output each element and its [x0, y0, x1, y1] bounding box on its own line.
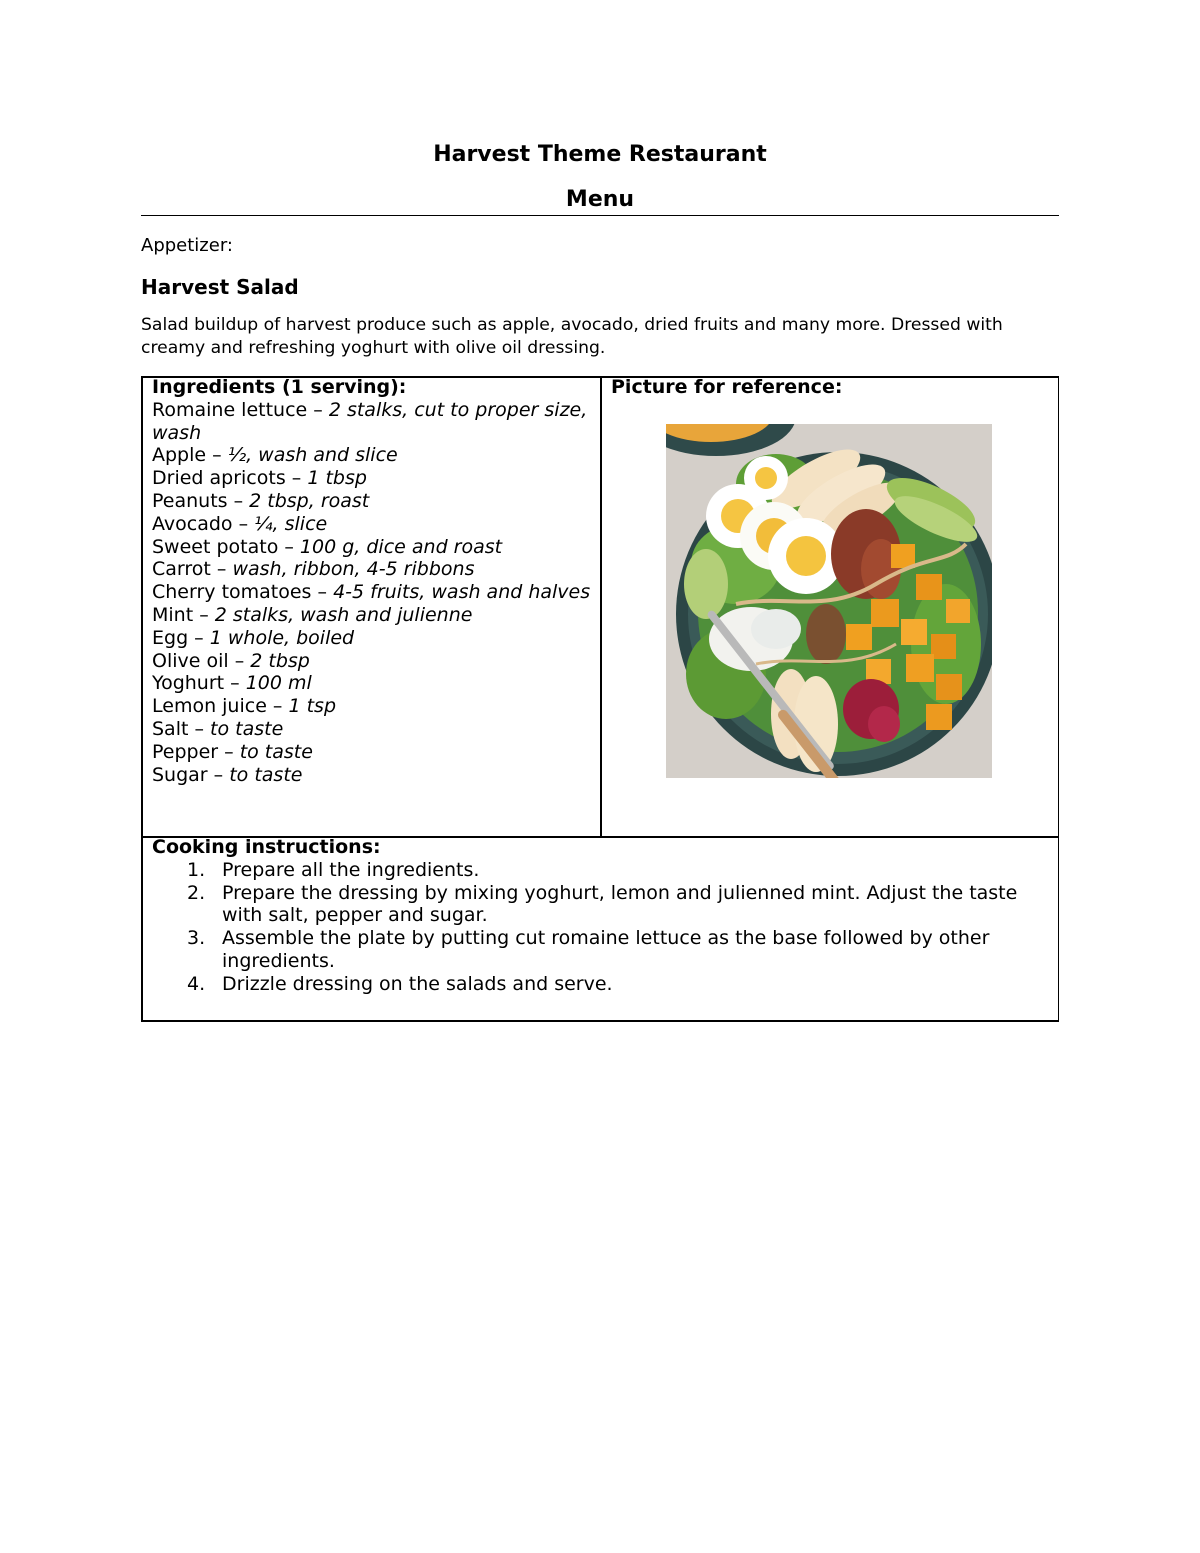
ingredient-separator: – — [228, 649, 251, 672]
ingredient-separator: – — [210, 558, 233, 581]
ingredient-item — [152, 558, 592, 581]
ingredient-quantity: 1 tsp — [288, 695, 337, 718]
step-number: 3. — [187, 927, 206, 950]
ingredient-name: Egg — [152, 626, 189, 649]
ingredient-quantity: ¼, slice — [254, 512, 328, 535]
step-number: 4. — [187, 972, 206, 995]
ingredient-quantity: ½, wash and slice — [227, 444, 398, 467]
step-text: Prepare the dressing by mixing yoghurt, lemon and julienned mint. Adjust the taste with salt, pepper and sugar. — [222, 881, 1018, 927]
ingredient-item — [152, 399, 592, 445]
ingredient-name: Salt — [152, 717, 189, 740]
ingredients-cell — [152, 376, 592, 786]
ingredient-quantity: to taste — [210, 717, 284, 740]
cooking-step — [152, 973, 1052, 996]
ingredient-item — [152, 764, 592, 787]
step-text: Prepare all the ingredients. — [222, 858, 480, 881]
cooking-step — [152, 882, 1052, 928]
ingredient-separator: – — [232, 512, 255, 535]
ingredient-quantity: 2 tbsp — [250, 649, 310, 672]
salad-photo — [666, 424, 992, 778]
ingredient-quantity: 4-5 fruits, wash and halves — [333, 581, 591, 604]
ingredient-separator: – — [218, 740, 240, 763]
ingredient-quantity: to taste — [239, 740, 313, 763]
ingredient-name: Sugar — [152, 763, 208, 786]
ingredient-separator: – — [266, 695, 289, 718]
ingredient-separator: – — [227, 489, 250, 512]
dish-description: Salad buildup of harvest produce such as apple, avocado, dried fruits and many more. Dressed with creamy and refreshing yoghurt with olive oil dressing. — [141, 315, 1003, 358]
picture-cell — [611, 376, 1051, 399]
ingredient-name: Carrot — [152, 558, 211, 581]
ingredient-item — [152, 695, 592, 718]
cooking-steps-list — [152, 859, 1052, 996]
ingredient-item — [152, 741, 592, 764]
step-text: Assemble the plate by putting cut romaine lettuce as the base followed by other ingredients. — [222, 927, 990, 972]
ingredient-item — [152, 444, 592, 467]
ingredient-name: Lemon juice — [152, 695, 267, 718]
ingredient-item — [152, 490, 592, 513]
title-divider — [141, 215, 1059, 216]
ingredient-name: Peanuts — [152, 489, 228, 512]
table-column-divider — [600, 376, 602, 837]
cooking-heading: Cooking instructions: — [152, 836, 381, 858]
ingredient-name: Avocado — [152, 512, 233, 535]
ingredient-separator: – — [193, 603, 215, 626]
ingredient-separator: – — [278, 535, 300, 558]
ingredient-separator: – — [285, 467, 308, 490]
ingredient-quantity: to taste — [229, 763, 303, 786]
cooking-step — [152, 859, 1052, 882]
ingredient-quantity: 1 whole, boiled — [209, 626, 355, 649]
restaurant-title: Harvest Theme Restaurant — [433, 142, 767, 167]
ingredient-quantity: 100 ml — [245, 672, 312, 695]
dish-name: Harvest Salad — [141, 275, 299, 299]
step-text: Drizzle dressing on the salads and serve. — [222, 972, 613, 995]
table-border-right — [1058, 376, 1060, 1022]
ingredient-quantity: 1 tbsp — [307, 467, 367, 490]
ingredient-item — [152, 718, 592, 741]
ingredient-name: Cherry tomatoes — [152, 581, 312, 604]
cooking-step — [152, 927, 1052, 973]
ingredient-separator: – — [206, 444, 228, 467]
ingredient-separator: – — [207, 763, 230, 786]
menu-title: Menu — [565, 187, 635, 212]
ingredient-name: Yoghurt — [152, 672, 225, 695]
cooking-cell — [152, 836, 1052, 996]
ingredient-separator: – — [311, 581, 334, 604]
ingredient-item — [152, 650, 592, 673]
ingredient-separator: – — [307, 398, 329, 421]
recipe-table — [141, 376, 1059, 1022]
ingredient-separator: – — [188, 626, 210, 649]
ingredient-item — [152, 467, 592, 490]
step-number: 1. — [187, 858, 206, 881]
ingredient-item — [152, 604, 592, 627]
step-number: 2. — [187, 881, 206, 904]
ingredient-quantity: 2 stalks, cut to proper size, wash — [152, 398, 588, 444]
ingredient-quantity: 2 tbsp, roast — [249, 489, 370, 512]
ingredient-item — [152, 536, 592, 559]
ingredient-item — [152, 627, 592, 650]
ingredient-name: Romaine lettuce — [152, 398, 308, 421]
ingredient-quantity: 2 stalks, wash and julienne — [214, 603, 473, 626]
ingredient-quantity: 100 g, dice and roast — [299, 535, 503, 558]
picture-heading: Picture for reference: — [611, 376, 843, 398]
ingredient-quantity: wash, ribbon, 4-5 ribbons — [232, 558, 475, 581]
section-label: Appetizer: — [141, 235, 233, 256]
ingredient-name: Mint — [152, 603, 194, 626]
ingredient-name: Olive oil — [152, 649, 229, 672]
table-border-left — [141, 376, 143, 1022]
ingredient-item — [152, 581, 592, 604]
ingredient-name: Dried apricots — [152, 467, 286, 490]
ingredients-heading: Ingredients (1 serving): — [152, 376, 407, 398]
ingredient-separator: – — [188, 717, 211, 740]
ingredients-list — [152, 399, 592, 787]
ingredient-name: Sweet potato — [152, 535, 279, 558]
ingredient-name: Pepper — [152, 740, 219, 763]
ingredient-item — [152, 513, 592, 536]
ingredient-item — [152, 672, 592, 695]
ingredient-separator: – — [224, 672, 246, 695]
ingredient-name: Apple — [152, 444, 207, 467]
table-border-bottom — [141, 1020, 1059, 1022]
